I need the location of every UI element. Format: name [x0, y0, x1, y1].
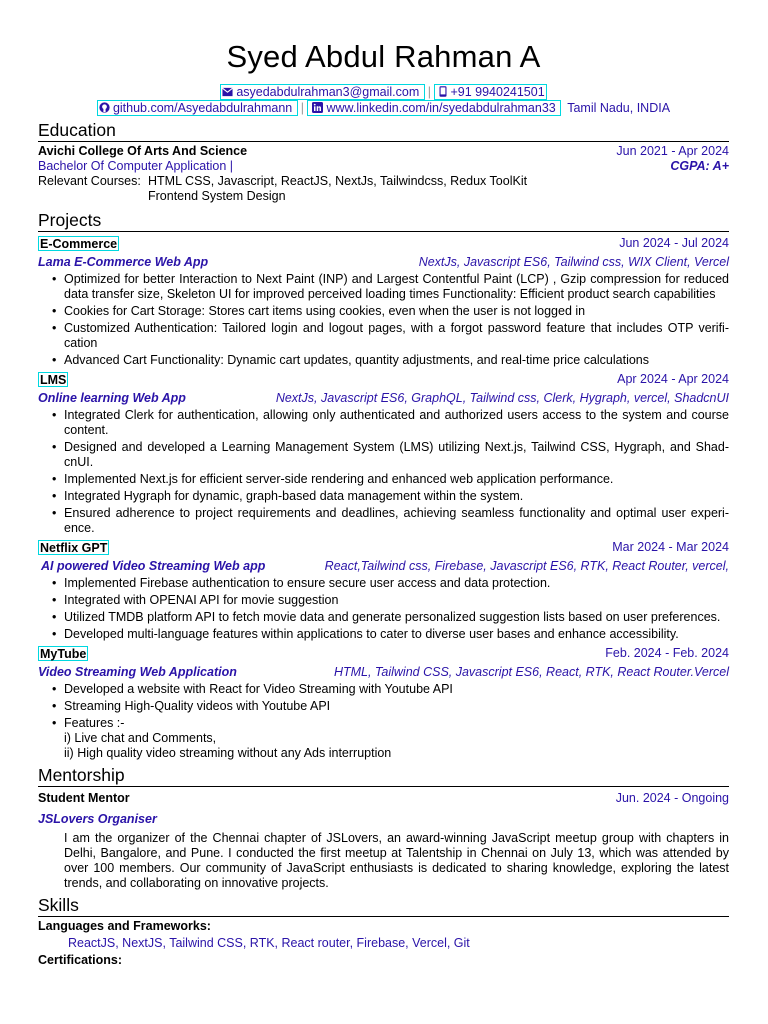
- separator: |: [427, 85, 431, 99]
- project-bullets: [38, 408, 729, 536]
- courses-line-1: HTML CSS, Javascript, ReactJS, NextJs, Tailwindcss, Redux ToolKit: [148, 174, 528, 188]
- project-subtitle: AI powered Video Streaming Web app: [41, 559, 266, 573]
- skills-lang-label: Languages and Frameworks:: [38, 919, 211, 933]
- section-title-mentorship: Mentorship: [38, 765, 729, 787]
- list-item: • Streaming High-Quality videos with Youtube API: [38, 699, 729, 714]
- courses-line-2: Frontend System Design: [148, 189, 286, 203]
- list-item: • Features :-: [38, 716, 729, 731]
- project-tech: NextJs, Javascript ES6, Tailwind css, WIX Client, Vercel: [418, 255, 729, 269]
- project-header: [38, 646, 729, 661]
- list-item: ii) High quality video streaming without any Ads interruption: [64, 746, 392, 760]
- email-link[interactable]: [220, 84, 424, 100]
- project-subtitle: Lama E-Commerce Web App: [38, 255, 209, 269]
- contact-row-1: [38, 84, 729, 100]
- list-item: • Cookies for Cart Storage: Stores cart items using cookies, even when the user is not logged in: [38, 304, 729, 319]
- school-name: Avichi College Of Arts And Science: [38, 144, 248, 158]
- section-title-skills: Skills: [38, 895, 729, 917]
- project-tech: NextJs, Javascript ES6, GraphQL, Tailwind css, Clerk, Hygraph, vercel, ShadcnUI: [275, 391, 729, 405]
- phone-link[interactable]: [434, 84, 547, 100]
- list-item: • Designed and developed a Learning Management System (LMS) utilizing Next.js, Tailwind CSS, Hygraph, and Shad-cnUI.: [38, 440, 729, 470]
- linkedin-icon: [312, 102, 323, 113]
- project-bullets: [38, 272, 729, 368]
- candidate-name: Syed Abdul Rahman A: [226, 39, 541, 74]
- mentorship-dates: Jun. 2024 - Ongoing: [615, 791, 729, 805]
- resume-page: [38, 0, 729, 968]
- contact-row-2: [38, 100, 729, 116]
- project-link-ecommerce[interactable]: E-Commerce: [40, 237, 118, 251]
- project-header: [38, 540, 729, 555]
- relevant-courses: [38, 174, 729, 204]
- project-dates: Jun 2024 - Jul 2024: [619, 236, 729, 250]
- project-tech: HTML, Tailwind CSS, Javascript ES6, React, RTK, React Router.Vercel: [333, 665, 729, 679]
- project-subheader: [38, 255, 729, 270]
- list-item: • Integrated Clerk for authentication, allowing only authenticated and authorized users access to the system and course content.: [38, 408, 729, 438]
- cgpa: CGPA: A+: [670, 159, 729, 173]
- project-dates: Mar 2024 - Mar 2024: [612, 540, 729, 554]
- list-item: • Advanced Cart Functionality: Dynamic cart updates, quantity adjustments, and real-time price calculations: [38, 353, 729, 368]
- mentorship-role: Student Mentor: [38, 791, 130, 805]
- mentorship-description: I am the organizer of the Chennai chapter of JSLovers, an award-winning JavaScript meetup group with chapters in Delhi, Bangalore, and Pune. I conducted the first meetup at Talentship in Chennai on July 13, which was attended by over 100 members. Our community of JavaScript enthusiasts is dedicated to sharing knowledge, exploring the latest trends, and collaborating on innovative projects.: [64, 831, 729, 890]
- phone-text: +91 9940241501: [450, 85, 545, 99]
- section-title-education: Education: [38, 120, 729, 142]
- project-header: [38, 236, 729, 251]
- courses-label: Relevant Courses:: [38, 174, 141, 188]
- github-text: github.com/Asyedabdulrahmann: [112, 101, 293, 115]
- envelope-icon: [222, 87, 233, 97]
- separator: |: [300, 101, 304, 115]
- mentorship-org: JSLovers Organiser: [38, 812, 157, 826]
- project-link-mytube[interactable]: MyTube: [40, 647, 87, 661]
- project-link-netflix-gpt[interactable]: Netflix GPT: [40, 541, 108, 555]
- list-item: • Implemented Firebase authentication to ensure secure user access and data protection.: [38, 576, 729, 591]
- list-item: • Developed multi-language features within applications to cater to diverse user bases and enhance accessibility.: [38, 627, 729, 642]
- education-degree-row: [38, 159, 729, 174]
- email-text: asyedabdulrahman3@gmail.com: [236, 85, 420, 99]
- mentorship-header: [38, 791, 729, 806]
- list-item: • Optimized for better Interaction to Next Paint (INP) and Largest Contentful Paint (LCP) , Gzip compression for reduced data transfer size, Skeleton UI for improved perceived loading times Functionality: Efficient product search capabilities: [38, 272, 729, 302]
- section-title-projects: Projects: [38, 210, 729, 232]
- location: Tamil Nadu, INDIA: [567, 101, 671, 115]
- project-subtitle: Online learning Web App: [38, 391, 186, 405]
- skills-lang-value: ReactJS, NextJS, Tailwind CSS, RTK, React router, Firebase, Vercel, Git: [68, 936, 470, 950]
- list-item: • Implemented Next.js for efficient server-side rendering and enhanced web application performance.: [38, 472, 729, 487]
- github-link[interactable]: [97, 100, 298, 116]
- project-bullets: [38, 682, 729, 731]
- degree: Bachelor Of Computer Application |: [38, 159, 234, 173]
- list-item: • Ensured adherence to project requirements and deadlines, achieving seamless functionality and optimal user experi-ence.: [38, 506, 729, 536]
- list-item: • Integrated with OPENAI API for movie suggestion: [38, 593, 729, 608]
- education-dates: Jun 2021 - Apr 2024: [616, 144, 729, 158]
- project-dates: Apr 2024 - Apr 2024: [617, 372, 729, 386]
- list-item: • Utilized TMDB platform API to fetch movie data and generate personalized suggestion lists based on user preferences.: [38, 610, 729, 625]
- project-subheader: [38, 665, 729, 680]
- linkedin-link[interactable]: [307, 100, 561, 116]
- linkedin-text: www.linkedin.com/in/syedabdulrahman33: [326, 101, 556, 115]
- project-subtitle: Video Streaming Web Application: [38, 665, 237, 679]
- education-header: [38, 144, 729, 159]
- project-tech: React,Tailwind css, Firebase, Javascript ES6, RTK, React Router, vercel,: [324, 559, 729, 573]
- list-item: • Customized Authentication: Tailored login and logout pages, with a forgot password feature that includes OTP verifi-cation: [38, 321, 729, 351]
- project-bullets: [38, 576, 729, 642]
- skills-cert-label: Certifications:: [38, 953, 123, 967]
- project-dates: Feb. 2024 - Feb. 2024: [605, 646, 729, 660]
- mentorship-org-row: [38, 812, 729, 827]
- list-item: • Integrated Hygraph for dynamic, graph-based data management within the system.: [38, 489, 729, 504]
- project-link-lms[interactable]: LMS: [40, 373, 67, 387]
- features-sublist: [38, 731, 729, 761]
- project-header: [38, 372, 729, 387]
- phone-icon: [439, 86, 447, 97]
- project-subheader: [38, 559, 729, 574]
- github-icon: [99, 102, 110, 113]
- project-subheader: [38, 391, 729, 406]
- list-item: i) Live chat and Comments,: [64, 731, 217, 745]
- list-item: • Developed a website with React for Video Streaming with Youtube API: [38, 682, 729, 697]
